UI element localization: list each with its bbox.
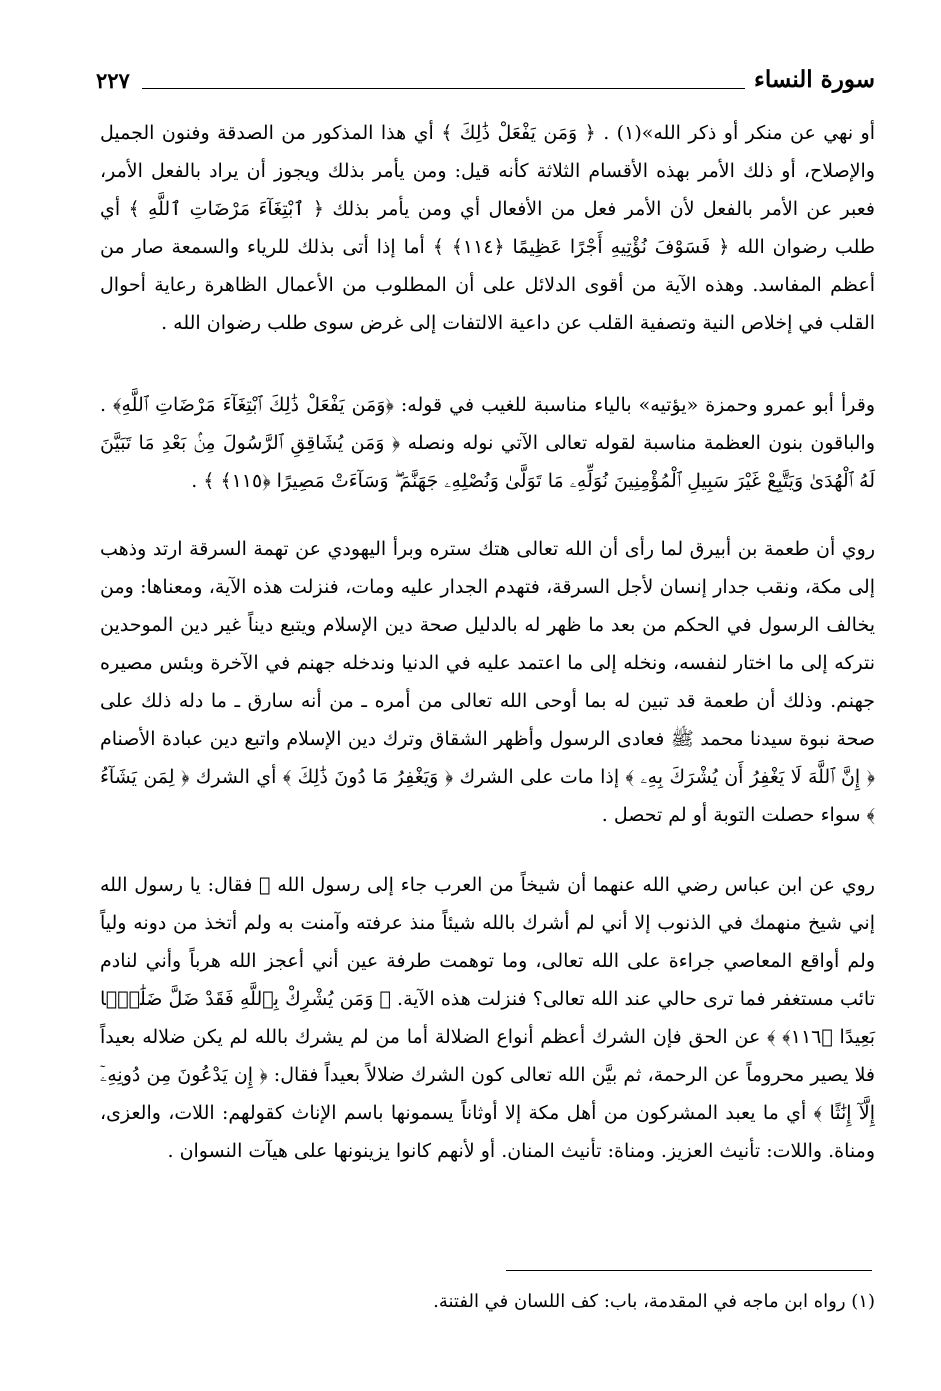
footnote-rule [506, 1270, 872, 1271]
footnote: (١) رواه ابن ماجه في المقدمة، باب: كف اللسان في الفتنة. [433, 1291, 875, 1312]
paragraph-4: روي عن ابن عباس رضي الله عنهما أن شيخاً من العرب جاء إلى رسول الله ﷺ فقال: يا رسول الله إني شيخ منهمك في الذنوب إلا أني لم أشرك بالله شيئاً منذ عرفته وآمنت به ولم أتخذ من دونه ولياً ولم أواقع المعاصي جراءة على الله تعالى، وما توهمت طرفة عين أني أعجز الله هرباً وأني لنادم تائب مستغفر فما ترى حالي عند الله تعالى؟ فنزلت هذه الآية. ﴿ وَمَن يُشْرِكْ بِٱللَّهِ فَقَدْ ضَلَّ ضَلَٰلًۢا بَعِيدًا ﴿١١٦﴾ ﴾ عن الحق فإن الشرك أعظم أنواع الضلالة أما من لم يشرك بالله لم يكن ضلاله بعيداً فلا يصير محروماً عن الرحمة، ثم بيَّن الله تعالى كون الشرك ضلالاً بعيداً فقال: ﴿ إِن يَدْعُونَ مِن دُونِهِۦٓ إِلَّآ إِنَٰثًا ﴾ أي ما يعبد المشركون من أهل مكة إلا أوثاناً يسمونها باسم الإناث كقولهم: اللات، والعزى، ومناة. واللات: تأنيث العزيز. ومناة: تأنيث المنان. أو لأنهم كانوا يزينونها على هيآت النسوان . [100, 874, 876, 1162]
header-rule [142, 88, 745, 89]
page-header [96, 66, 875, 100]
paragraph-3: روي أن طعمة بن أبيرق لما رأى أن الله تعالى هتك ستره وبرأ اليهودي عن تهمة السرقة ارتد وذهب إلى مكة، ونقب جدار إنسان لأجل السرقة، فتهدم الجدار عليه ومات، فنزلت هذه الآية، ومعناها: ومن يخالف الرسول في الحكم من بعد ما ظهر له بالدليل صحة دين الإسلام ويتبع ديناً غير دين الموحدين نتركه إلى ما اختار لنفسه، ونخله إلى ما اعتمد عليه في الدنيا وندخله جهنم في الآخرة وبئس مصيره جهنم. وذلك أن طعمة قد تبين له بما أوحى الله تعالى من أمره ـ من أنه سارق ـ ما دله ذلك على صحة نبوة سيدنا محمد ﷺ فعادى الرسول وأظهر الشقاق وترك دين الإسلام واتبع دين عبادة الأصنام ﴿ إِنَّ ٱللَّهَ لَا يَغْفِرُ أَن يُشْرَكَ بِهِۦ ﴾ إذا مات على الشرك ﴿ وَيَغْفِرُ مَا دُونَ ذَٰلِكَ ﴾ أي الشرك ﴿ لِمَن يَشَآءُ ﴾ سواء حصلت التوبة أو لم تحصل . [100, 538, 875, 826]
paragraph-2: وقرأ أبو عمرو وحمزة «يؤتيه» بالياء مناسبة للغيب في قوله: ﴿وَمَن يَفْعَلْ ذَٰلِكَ ٱبْتِغَآءَ مَرْضَاتِ ٱللَّهِ﴾ . والباقون بنون العظمة مناسبة لقوله تعالى الآتي نوله ونصله ﴿ وَمَن يُشَاقِقِ ٱلرَّسُولَ مِنۢ بَعْدِ مَا تَبَيَّنَ لَهُ ٱلْهُدَىٰ وَيَتَّبِعْ غَيْرَ سَبِيلِ ٱلْمُؤْمِنِينَ نُوَلِّهِۦ مَا تَوَلَّىٰ وَنُصْلِهِۦ جَهَنَّمَ ۖ وَسَآءَتْ مَصِيرًا ﴿١١٥﴾ ﴾ . [100, 394, 875, 492]
paragraph-1: أو نهي عن منكر أو ذكر الله»(١) . ﴿ وَمَن يَفْعَلْ ذَٰلِكَ ﴾ أي هذا المذكور من الصدقة وفنون الجميل والإصلاح، أو ذلك الأمر بهذه الأقسام الثلاثة كأنه قيل: ومن يأمر بذلك ويجوز أن يراد بالفعل الأمر، فعبر عن الأمر بالفعل لأن الأمر فعل من الأفعال أي ومن يأمر بذلك ﴿ ٱبْتِغَآءَ مَرْضَاتِ ٱللَّهِ ﴾ أي طلب رضوان الله ﴿ فَسَوْفَ نُؤْتِيهِ أَجْرًا عَظِيمًا ﴿١١٤﴾ ﴾ أما إذا أتى بذلك للرياء والسمعة صار من أعظم المفاسد. وهذه الآية من أقوى الدلائل على أن المطلوب من الأعمال الظاهرة رعاية أحوال القلب في إخلاص النية وتصفية القلب عن داعية الالتفات إلى غرض سوى طلب رضوان الله . [100, 122, 876, 334]
page-number: ٢٢٧ [96, 68, 130, 93]
surah-title: سورة النساء [754, 66, 875, 93]
